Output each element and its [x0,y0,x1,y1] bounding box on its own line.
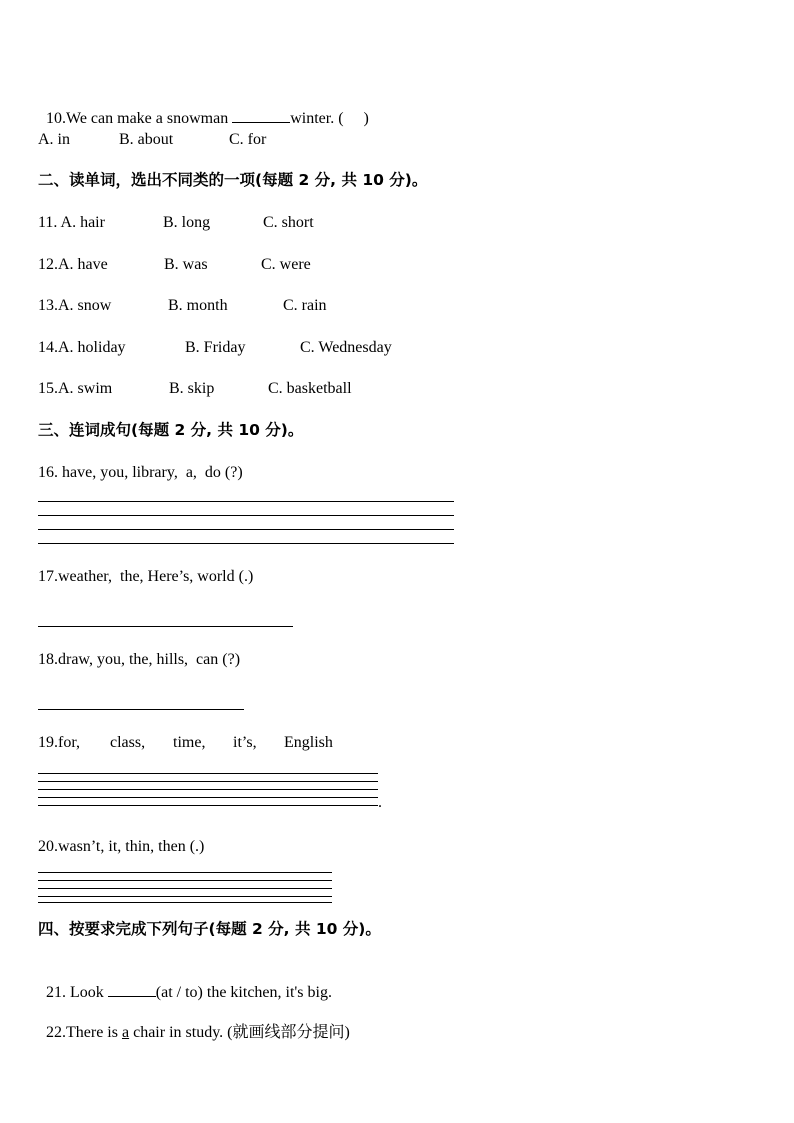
answer-line[interactable] [38,805,378,806]
answer-blank[interactable] [232,108,290,123]
question-19-word: it’s, [233,734,257,751]
option-b: B. about [119,131,174,148]
question-13-a: 13.A. snow [38,297,112,314]
answer-line[interactable] [38,529,454,530]
answer-line[interactable] [38,896,332,897]
answer-line[interactable] [38,797,378,798]
answer-line[interactable] [38,789,378,790]
answer-line[interactable] [38,781,378,782]
question-10 [38,88,369,129]
question-13-b: B. month [168,297,228,314]
question-15-b: B. skip [169,380,215,397]
question-22 [38,1003,350,1043]
question-21-prefix: 21. Look [46,984,108,1001]
question-20: 20.wasn’t, it, thin, then (.) [38,838,205,855]
question-19-word: class, [110,734,146,751]
question-13-c: C. rain [283,297,327,314]
question-22-suffix: chair in study. (就画线部分提问) [129,1024,350,1041]
question-19-word: time, [173,734,206,751]
answer-line[interactable] [38,709,244,710]
question-11-c: C. short [263,214,314,231]
question-11-b: B. long [163,214,211,231]
question-19-word: English [284,734,333,751]
question-12-a: 12.A. have [38,256,108,273]
option-a: A. in [38,131,70,148]
option-c: C. for [229,131,267,148]
section-heading-3: 三、连词成句(每题 2 分, 共 10 分)。 [38,421,304,439]
question-21-suffix: (at / to) the kitchen, it's big. [155,984,332,1001]
question-14-a: 14.A. holiday [38,339,126,356]
question-18: 18.draw, you, the, hills, can (?) [38,651,241,668]
answer-line[interactable] [38,902,332,903]
question-11-a: 11. A. hair [38,214,105,231]
question-17: 17.weather, the, Here’s, world (.) [38,568,254,585]
answer-line[interactable] [38,888,332,889]
answer-line[interactable] [38,880,332,881]
question-19-end-mark: . [378,794,382,811]
question-19-word: 19.for, [38,734,81,751]
question-14-b: B. Friday [185,339,246,356]
question-12-c: C. were [261,256,311,273]
question-15-a: 15.A. swim [38,380,113,397]
answer-line[interactable] [38,543,454,544]
section-heading-4: 四、按要求完成下列句子(每题 2 分, 共 10 分)。 [38,920,381,938]
question-10-prefix: 10.We can make a snowman [46,110,233,127]
answer-blank[interactable] [108,982,156,997]
section-heading-2: 二、读单词，选出不同类的一项(每题 2 分, 共 10 分)。 [38,171,428,189]
answer-line[interactable] [38,872,332,873]
question-14-c: C. Wednesday [300,339,392,356]
question-22-prefix: 22.There is [46,1024,122,1041]
question-10-suffix: winter. ( ) [290,110,369,127]
answer-line[interactable] [38,501,454,502]
question-21 [38,962,332,1003]
underlined-word: a [121,1024,130,1041]
answer-line[interactable] [38,515,454,516]
question-12-b: B. was [164,256,208,273]
answer-line[interactable] [38,773,378,774]
answer-line[interactable] [38,626,293,627]
question-15-c: C. basketball [268,380,352,397]
question-16: 16. have, you, library, a, do (?) [38,464,243,481]
